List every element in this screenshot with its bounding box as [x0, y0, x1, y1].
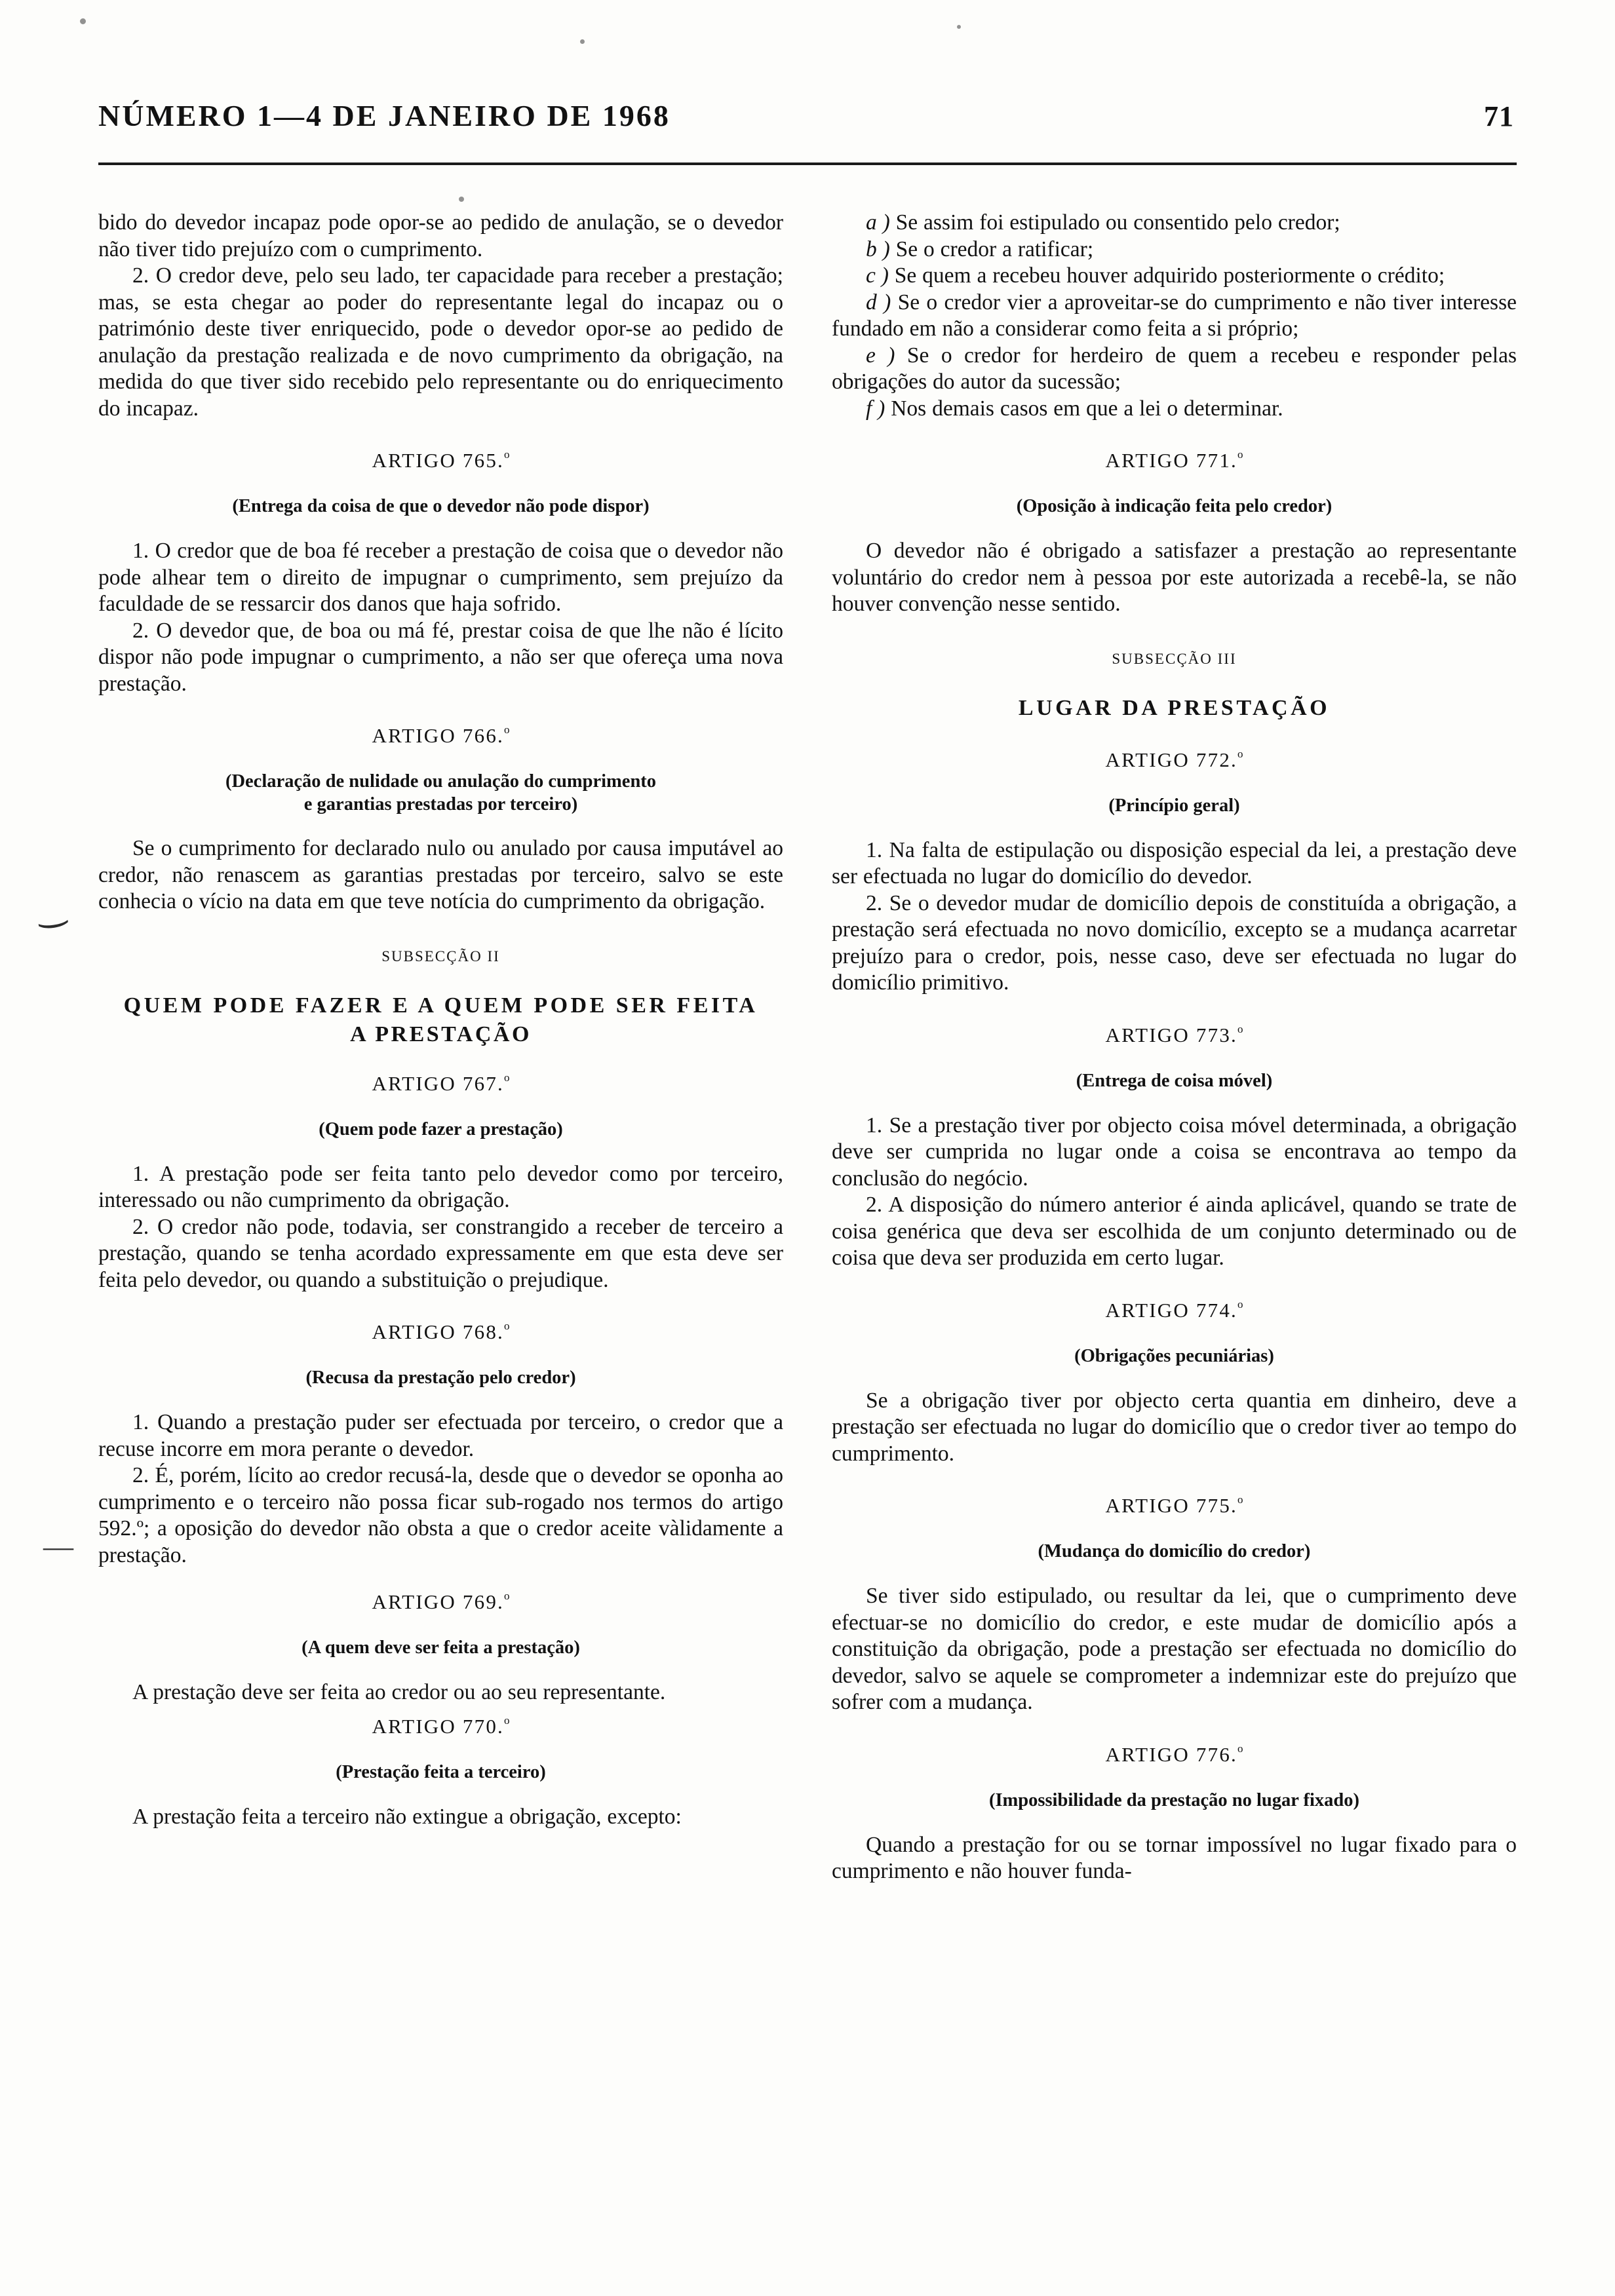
- ordinal-marker: o: [503, 1713, 510, 1727]
- article-775-body: Se tiver sido estipulado, ou resultar da lei, que o cumprimento deve efectuar-se no domicílio do credor, e este mudar de domicílio após a constituição da obrigação, pode a prestação ser efectuada no domicílio do devedor, salvo se aquele se comprometer a indemnizar este do prejuízo que sofrer com a mudança.: [832, 1584, 1517, 1714]
- article-number-776: [832, 1742, 1517, 1767]
- ordinal-marker: o: [503, 1071, 510, 1084]
- list-item-d: [832, 290, 1517, 343]
- ordinal-marker: o: [1237, 1742, 1243, 1755]
- subsection-2-title-line2: A PRESTAÇÃO: [350, 1022, 532, 1046]
- article-number-774: [832, 1298, 1517, 1322]
- article-number-768: [98, 1320, 783, 1344]
- article-number-770-text: ARTIGO 770.: [372, 1714, 504, 1738]
- subsection-3-label: SUBSECÇÃO III: [1112, 650, 1237, 667]
- ordinal-marker: o: [503, 1590, 510, 1602]
- article-number-767: [98, 1071, 783, 1096]
- article-773-number-1: 1. Se a prestação tiver por objecto coisa móvel determinada, a obrigação deve ser cumprida no lugar onde a coisa se encontrava ao tempo da conclusão do negócio.: [832, 1113, 1517, 1191]
- print-speck: [459, 197, 464, 202]
- article-subtitle-765: (Entrega da coisa de que o devedor não pode dispor): [232, 496, 650, 516]
- list-item-letter-c: c ): [866, 263, 889, 288]
- margin-pencil-dash-mark: —: [43, 1529, 73, 1563]
- body-columns: [32, 210, 1517, 2270]
- article-776-body: Quando a prestação for ou se tornar impossível no lugar fixado para o cumprimento e não houver funda-: [832, 1832, 1517, 1883]
- article-number-765: [98, 448, 783, 472]
- list-item-text-a: Se assim foi estipulado ou consentido pelo credor;: [895, 210, 1340, 235]
- print-speck: [580, 39, 585, 44]
- subsection-2-title-line1: QUEM PODE FAZER E A QUEM PODE SER FEITA: [123, 993, 758, 1018]
- list-item-text-d: Se o credor vier a aproveitar-se do cumprimento e não tiver interesse fundado em não a considerar como feita a si próprio;: [832, 290, 1517, 341]
- article-subtitle-769: (A quem deve ser feita a prestação): [302, 1637, 580, 1658]
- article-subtitle-773: (Entrega de coisa móvel): [1076, 1070, 1273, 1091]
- paragraph-continuation: bido do devedor incapaz pode opor-se ao pedido de anulação, se o devedor não tiver tido prejuízo com o cumprimento.: [98, 210, 783, 261]
- article-765-number-2: 2. O devedor que, de boa ou má fé, prestar coisa de que lhe não é lícito dispor não pode impugnar o cumprimento, a não ser que ofereça uma nova prestação.: [98, 618, 783, 696]
- article-subtitle-768: (Recusa da prestação pelo credor): [305, 1368, 576, 1388]
- article-number-768-text: ARTIGO 768.: [372, 1320, 504, 1343]
- subsection-3-title: LUGAR DA PRESTAÇÃO: [1018, 695, 1331, 720]
- article-number-767-text: ARTIGO 767.: [372, 1071, 504, 1095]
- ordinal-marker: o: [503, 723, 510, 736]
- list-item-text-c: Se quem a recebeu houver adquirido posteriormente o crédito;: [894, 263, 1445, 288]
- article-subtitle-770: (Prestação feita a terceiro): [336, 1761, 546, 1782]
- article-number-775: [832, 1493, 1517, 1518]
- list-item-b: [832, 237, 1517, 263]
- running-head-title: NÚMERO 1—4 DE JANEIRO DE 1968: [98, 99, 671, 132]
- article-774-body: Se a obrigação tiver por objecto certa quantia em dinheiro, deve a prestação ser efectuada no lugar do domicílio que o credor tiver ao tempo do cumprimento.: [832, 1388, 1517, 1466]
- page-folio-number: 71: [1484, 100, 1514, 132]
- list-item-text-e: Se o credor for herdeiro de quem a recebeu e responder pelas obrigações do autor da sucessão;: [832, 343, 1517, 394]
- article-772-number-2: 2. Se o devedor mudar de domicílio depois de constituída a obrigação, a prestação será efectuada no novo domicílio, excepto se a mudança acarretar prejuízo para o credor, pois, nesse caso, deve ser efectuada no lugar do domicílio primitivo.: [832, 890, 1517, 995]
- article-number-774-text: ARTIGO 774.: [1105, 1298, 1237, 1322]
- list-item-f: [832, 396, 1517, 423]
- article-770-body: A prestação feita a terceiro não extingue a obrigação, excepto:: [132, 1804, 682, 1829]
- article-number-772: [832, 748, 1517, 772]
- list-item-c: [832, 263, 1517, 290]
- header-rule: [98, 163, 1517, 165]
- article-number-771-text: ARTIGO 771.: [1105, 449, 1237, 472]
- list-item-text-f: Nos demais casos em que a lei o determinar.: [891, 396, 1283, 421]
- ordinal-marker: o: [1237, 1493, 1243, 1506]
- article-number-773: [832, 1023, 1517, 1047]
- article-number-771: [832, 448, 1517, 472]
- article-number-776-text: ARTIGO 776.: [1105, 1742, 1237, 1766]
- article-subtitle-775: (Mudança do domicílio do credor): [1038, 1541, 1311, 1561]
- print-speck: [80, 18, 86, 24]
- article-number-769-text: ARTIGO 769.: [372, 1590, 504, 1613]
- article-767-number-1: 1. A prestação pode ser feita tanto pelo devedor como por terceiro, interessado ou não cumprimento da obrigação.: [98, 1161, 783, 1212]
- article-767-number-2: 2. O credor não pode, todavia, ser constrangido a receber de terceiro a prestação, quando se tenha acordado expressamente em que esta deve ser feita pelo devedor, ou quando a substituição o prejudique.: [98, 1214, 783, 1292]
- article-772-number-1: 1. Na falta de estipulação ou disposição especial da lei, a prestação deve ser efectuada no lugar do domicílio do devedor.: [832, 837, 1517, 889]
- article-subtitle-772: (Princípio geral): [1108, 795, 1240, 816]
- ordinal-marker: o: [1237, 747, 1243, 760]
- list-item-letter-d: d ): [866, 290, 891, 315]
- list-item-a: [832, 210, 1517, 237]
- ordinal-marker: o: [1237, 448, 1243, 461]
- article-subtitle-767: (Quem pode fazer a prestação): [319, 1119, 563, 1139]
- article-subtitle-771: (Oposição à indicação feita pelo credor): [1016, 496, 1333, 516]
- list-item-letter-a: a ): [866, 210, 890, 235]
- right-column: [832, 210, 1517, 2270]
- subsection-2-label: SUBSECÇÃO II: [381, 947, 500, 965]
- article-773-number-2: 2. A disposição do número anterior é ainda aplicável, quando se trate de coisa genérica que deva ser escolhida de um conjunto determinado ou de coisa que deva ser produzida em certo lugar.: [832, 1193, 1517, 1270]
- list-item-e: [832, 343, 1517, 396]
- ordinal-marker: o: [1237, 1022, 1243, 1035]
- article-subtitle-776: (Impossibilidade da prestação no lugar fixado): [988, 1789, 1360, 1810]
- list-item-letter-f: f ): [866, 396, 885, 421]
- ordinal-marker: o: [503, 1320, 510, 1332]
- margin-pencil-curve-mark: ⌣: [32, 901, 74, 944]
- article-768-number-1: 1. Quando a prestação puder ser efectuada por terceiro, o credor que a recuse incorre em mora perante o devedor.: [98, 1410, 783, 1461]
- article-number-766: [98, 723, 783, 748]
- ordinal-marker: o: [1237, 1297, 1243, 1311]
- article-subtitle-774: (Obrigações pecuniárias): [1074, 1345, 1274, 1366]
- article-number-775-text: ARTIGO 775.: [1105, 1494, 1237, 1517]
- article-768-number-2: 2. É, porém, lícito ao credor recusá-la, desde que o devedor se oponha ao cumprimento e o terceiro não possa ficar sub-rogado nos termos do artigo 592.º; a oposição do devedor não obsta a que o credor aceite vàlidamente a prestação.: [98, 1463, 783, 1567]
- article-771-body: O devedor não é obrigado a satisfazer a prestação ao representante voluntário do credor nem à pessoa por este autorizada a recebê-la, se não houver convenção nesse sentido.: [832, 539, 1517, 616]
- running-head: [98, 98, 1517, 157]
- left-column: [32, 210, 783, 2270]
- article-number-765-text: ARTIGO 765.: [372, 449, 504, 472]
- article-number-766-text: ARTIGO 766.: [372, 724, 504, 747]
- article-766-body: Se o cumprimento for declarado nulo ou anulado por causa imputável ao credor, não renascem as garantias prestadas por terceiro, salvo se este conhecia o vício na data em que teve notícia do cumprimento da obrigação.: [98, 836, 783, 913]
- article-number-770: [98, 1714, 783, 1738]
- print-speck: [957, 25, 961, 29]
- article-769-body: A prestação deve ser feita ao credor ou ao seu representante.: [132, 1680, 666, 1704]
- list-item-text-b: Se o credor a ratificar;: [895, 237, 1094, 261]
- list-item-letter-e: e ): [866, 343, 895, 368]
- article-subtitle-766-line1: (Declaração de nulidade ou anulação do cumprimento: [225, 771, 657, 792]
- ordinal-marker: o: [503, 448, 510, 461]
- paragraph-765-intro-2: 2. O credor deve, pelo seu lado, ter capacidade para receber a prestação; mas, se esta chegar ao poder do representante legal do incapaz ou o património deste tiver enriquecido, pode o devedor opor-se ao pedido de anulação da prestação realizada e de novo cumprimento da obrigação, na medida do que tiver sido recebido pelo representante ou do enriquecimento do incapaz.: [98, 263, 783, 421]
- list-item-letter-b: b ): [866, 237, 890, 261]
- article-765-number-1: 1. O credor que de boa fé receber a prestação de coisa que o devedor não pode alhear tem o direito de impugnar o cumprimento, sem prejuízo da faculdade de se ressarcir dos danos que haja sofrido.: [98, 539, 783, 616]
- article-number-769: [98, 1590, 783, 1614]
- article-subtitle-766-line2: e garantias prestadas por terceiro): [303, 794, 578, 814]
- article-number-773-text: ARTIGO 773.: [1105, 1023, 1237, 1046]
- article-number-772-text: ARTIGO 772.: [1105, 748, 1237, 771]
